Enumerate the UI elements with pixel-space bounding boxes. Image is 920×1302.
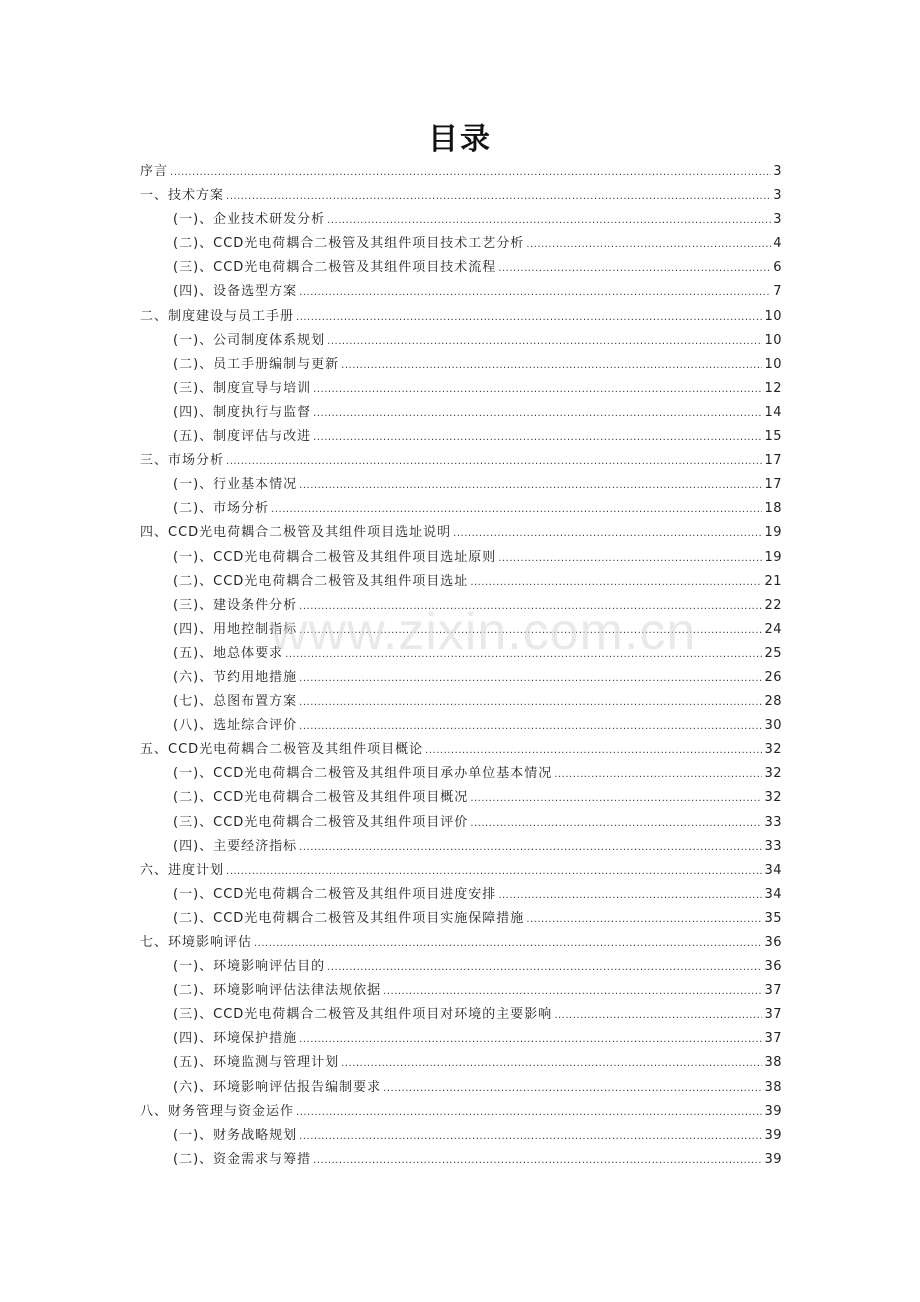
- toc-entry-label: (一)、企业技术研发分析: [173, 212, 326, 228]
- toc-entry[interactable]: [140, 1124, 782, 1148]
- toc-entry-page: 36: [764, 935, 782, 950]
- toc-entry-page: 4: [773, 236, 782, 252]
- toc-entry[interactable]: [140, 1100, 782, 1124]
- toc-dot-leader: [226, 860, 762, 884]
- toc-entry[interactable]: [140, 353, 782, 377]
- toc-entry-label: (二)、员工手册编制与更新: [173, 356, 340, 372]
- toc-entry-page: 39: [764, 1103, 782, 1119]
- toc-entry-label: (五)、环境监测与管理计划: [173, 1055, 340, 1071]
- toc-entry-page: 39: [764, 1151, 782, 1167]
- toc-entry-page: 38: [764, 1079, 782, 1095]
- toc-entry[interactable]: [140, 208, 782, 232]
- toc-entry[interactable]: [140, 425, 782, 449]
- toc-entry-page: 32: [764, 766, 782, 782]
- toc-entry[interactable]: [140, 1051, 782, 1075]
- toc-entry[interactable]: [140, 1076, 782, 1100]
- toc-entry-page: 39: [764, 1127, 782, 1143]
- toc-entry-page: 3: [773, 164, 782, 179]
- toc-entry[interactable]: [140, 521, 782, 545]
- toc-entry-label: 八、财务管理与资金运作: [140, 1103, 295, 1119]
- toc-entry[interactable]: [140, 690, 782, 714]
- toc-entry-label: 序言: [140, 164, 169, 179]
- toc-dot-leader: [313, 1149, 762, 1173]
- toc-entry-page: 26: [764, 669, 782, 685]
- toc-entry-page: 15: [764, 429, 782, 445]
- toc-entry-page: 34: [764, 862, 782, 878]
- toc-entry-label: 二、制度建设与员工手册: [140, 308, 295, 324]
- toc-entry-page: 17: [764, 453, 782, 469]
- toc-dot-leader: [299, 1028, 762, 1052]
- toc-dot-leader: [327, 209, 771, 233]
- toc-entry[interactable]: [140, 232, 782, 256]
- toc-dot-leader: [299, 1125, 762, 1149]
- toc-entry-page: 3: [773, 188, 782, 204]
- toc-entry-page: 21: [764, 573, 782, 589]
- toc-entry-label: (五)、地总体要求: [173, 645, 284, 661]
- toc-entry-label: (一)、财务战略规划: [173, 1127, 298, 1143]
- toc-entry-page: 6: [773, 260, 782, 276]
- toc-entry[interactable]: [140, 1027, 782, 1051]
- toc-dot-leader: [271, 498, 762, 522]
- toc-dot-leader: [498, 547, 762, 571]
- toc-entry-page: 12: [764, 380, 782, 396]
- toc-dot-leader: [327, 330, 762, 354]
- toc-entry-label: (五)、制度评估与改进: [173, 429, 312, 445]
- toc-dot-leader: [554, 763, 762, 787]
- toc-entry-page: 10: [764, 332, 782, 348]
- toc-entry-page: 24: [764, 621, 782, 637]
- toc-entry-label: (二)、CCD光电荷耦合二极管及其组件项目选址: [173, 573, 469, 589]
- toc-entry[interactable]: [140, 883, 782, 907]
- toc-entry-page: 18: [764, 501, 782, 517]
- toc-entry-label: (一)、行业基本情况: [173, 477, 298, 493]
- toc-entry-page: 30: [764, 718, 782, 734]
- toc-entry-label: (二)、资金需求与筹措: [173, 1151, 312, 1167]
- toc-entry-label: (三)、CCD光电荷耦合二极管及其组件项目技术流程: [173, 260, 497, 276]
- toc-dot-leader: [299, 281, 771, 305]
- toc-entry[interactable]: [140, 931, 782, 955]
- toc-entry[interactable]: [140, 329, 782, 353]
- toc-dot-leader: [254, 932, 762, 956]
- toc-dot-leader: [383, 1077, 762, 1101]
- toc-entry-label: 七、环境影响评估: [140, 935, 253, 950]
- toc-dot-leader: [425, 739, 762, 763]
- toc-entry-page: 10: [764, 356, 782, 372]
- toc-entry-page: 19: [764, 525, 782, 541]
- toc-dot-leader: [554, 1004, 762, 1028]
- page-title: 目录: [428, 122, 492, 157]
- toc-entry-label: (七)、总图布置方案: [173, 694, 298, 710]
- toc-entry-label: (四)、环境保护措施: [173, 1031, 298, 1047]
- toc-dot-leader: [226, 185, 771, 209]
- toc-entry-label: (三)、CCD光电荷耦合二极管及其组件项目评价: [173, 814, 469, 830]
- toc-entry[interactable]: [140, 280, 782, 304]
- toc-entry-page: 32: [764, 742, 782, 758]
- toc-dot-leader: [296, 1101, 762, 1125]
- toc-dot-leader: [226, 450, 762, 474]
- toc-entry[interactable]: [140, 546, 782, 570]
- toc-entry[interactable]: [140, 642, 782, 666]
- toc-entry-page: 33: [764, 814, 782, 830]
- toc-entry[interactable]: [140, 305, 782, 329]
- toc-entry-page: 37: [764, 1031, 782, 1047]
- toc-entry-label: (二)、CCD光电荷耦合二极管及其组件项目技术工艺分析: [173, 236, 525, 252]
- toc-entry-label: (八)、选址综合评价: [173, 718, 298, 734]
- toc-entry-page: 25: [764, 645, 782, 661]
- toc-entry-page: 34: [764, 886, 782, 902]
- toc-dot-leader: [327, 956, 762, 980]
- toc-dot-leader: [299, 474, 762, 498]
- toc-entry[interactable]: [140, 762, 782, 786]
- table-of-contents: [140, 160, 782, 1172]
- watermark: www.zixin.com.cn: [270, 603, 697, 661]
- toc-entry[interactable]: [140, 1003, 782, 1027]
- toc-dot-leader: [498, 884, 762, 908]
- toc-dot-leader: [299, 667, 762, 691]
- toc-entry[interactable]: [140, 979, 782, 1003]
- toc-entry-page: 22: [764, 597, 782, 613]
- toc-dot-leader: [383, 980, 762, 1004]
- toc-dot-leader: [313, 426, 762, 450]
- toc-dot-leader: [341, 354, 762, 378]
- toc-entry-label: 四、CCD光电荷耦合二极管及其组件项目选址说明: [140, 525, 452, 541]
- toc-dot-leader: [313, 402, 762, 426]
- toc-entry-label: (六)、环境影响评估报告编制要求: [173, 1079, 382, 1095]
- toc-dot-leader: [526, 908, 762, 932]
- toc-entry-page: 37: [764, 983, 782, 999]
- toc-entry[interactable]: [140, 738, 782, 762]
- toc-entry[interactable]: [140, 377, 782, 401]
- toc-entry-page: 14: [764, 404, 782, 420]
- toc-entry[interactable]: [140, 618, 782, 642]
- toc-dot-leader: [453, 522, 762, 546]
- toc-entry[interactable]: [140, 835, 782, 859]
- toc-entry-label: (二)、CCD光电荷耦合二极管及其组件项目实施保障措施: [173, 910, 525, 926]
- toc-entry[interactable]: [140, 907, 782, 931]
- toc-entry-label: (三)、CCD光电荷耦合二极管及其组件项目对环境的主要影响: [173, 1007, 553, 1023]
- toc-entry-page: 35: [764, 910, 782, 926]
- toc-entry-label: 一、技术方案: [140, 188, 225, 204]
- toc-entry-label: (四)、设备选型方案: [173, 284, 298, 300]
- toc-entry-label: (三)、建设条件分析: [173, 597, 298, 613]
- toc-dot-leader: [299, 619, 762, 643]
- toc-entry-page: 32: [764, 790, 782, 806]
- toc-dot-leader: [498, 257, 771, 281]
- toc-entry-label: (一)、CCD光电荷耦合二极管及其组件项目进度安排: [173, 886, 497, 902]
- toc-entry-label: (一)、CCD光电荷耦合二极管及其组件项目选址原则: [173, 549, 497, 565]
- toc-dot-leader: [299, 595, 762, 619]
- toc-dot-leader: [470, 571, 762, 595]
- toc-entry[interactable]: [140, 570, 782, 594]
- toc-entry-label: 五、CCD光电荷耦合二极管及其组件项目概论: [140, 742, 424, 758]
- toc-dot-leader: [299, 836, 762, 860]
- toc-dot-leader: [170, 161, 771, 185]
- toc-entry-page: 37: [764, 1007, 782, 1023]
- toc-entry-label: (四)、制度执行与监督: [173, 404, 312, 420]
- toc-entry-label: (一)、公司制度体系规划: [173, 332, 326, 348]
- toc-entry[interactable]: [140, 666, 782, 690]
- toc-entry-label: (二)、环境影响评估法律法规依据: [173, 983, 382, 999]
- toc-dot-leader: [341, 1052, 762, 1076]
- toc-entry[interactable]: [140, 256, 782, 280]
- toc-entry-label: (四)、用地控制指标: [173, 621, 298, 637]
- toc-entry-label: (三)、制度宣导与培训: [173, 380, 312, 396]
- toc-entry-page: 36: [764, 959, 782, 975]
- toc-entry[interactable]: [140, 497, 782, 521]
- toc-entry-label: (一)、CCD光电荷耦合二极管及其组件项目承办单位基本情况: [173, 766, 553, 782]
- toc-entry-page: 19: [764, 549, 782, 565]
- toc-dot-leader: [526, 233, 771, 257]
- toc-entry[interactable]: [140, 786, 782, 810]
- toc-entry-label: (一)、环境影响评估目的: [173, 959, 326, 975]
- toc-entry-label: 六、进度计划: [140, 862, 225, 878]
- toc-entry[interactable]: [140, 184, 782, 208]
- toc-entry-label: (二)、市场分析: [173, 501, 270, 517]
- toc-entry-label: 三、市场分析: [140, 453, 225, 469]
- toc-entry-page: 28: [764, 694, 782, 710]
- toc-dot-leader: [470, 812, 762, 836]
- toc-entry[interactable]: [140, 955, 782, 979]
- toc-entry-label: (二)、CCD光电荷耦合二极管及其组件项目概况: [173, 790, 469, 806]
- toc-entry-label: (四)、主要经济指标: [173, 838, 298, 854]
- toc-dot-leader: [470, 787, 762, 811]
- toc-entry[interactable]: [140, 160, 782, 184]
- toc-entry-page: 3: [773, 212, 782, 228]
- toc-entry-page: 17: [764, 477, 782, 493]
- toc-entry-label: (六)、节约用地措施: [173, 669, 298, 685]
- toc-entry-page: 10: [764, 308, 782, 324]
- toc-entry[interactable]: [140, 473, 782, 497]
- toc-entry[interactable]: [140, 1148, 782, 1172]
- toc-entry[interactable]: [140, 449, 782, 473]
- toc-entry[interactable]: [140, 594, 782, 618]
- toc-dot-leader: [285, 643, 762, 667]
- toc-dot-leader: [313, 378, 762, 402]
- toc-entry-page: 7: [773, 284, 782, 300]
- toc-entry[interactable]: [140, 811, 782, 835]
- toc-entry[interactable]: [140, 859, 782, 883]
- toc-entry[interactable]: [140, 714, 782, 738]
- toc-dot-leader: [296, 306, 762, 330]
- toc-dot-leader: [299, 691, 762, 715]
- toc-entry[interactable]: [140, 401, 782, 425]
- toc-dot-leader: [299, 715, 762, 739]
- toc-entry-page: 33: [764, 838, 782, 854]
- toc-entry-page: 38: [764, 1055, 782, 1071]
